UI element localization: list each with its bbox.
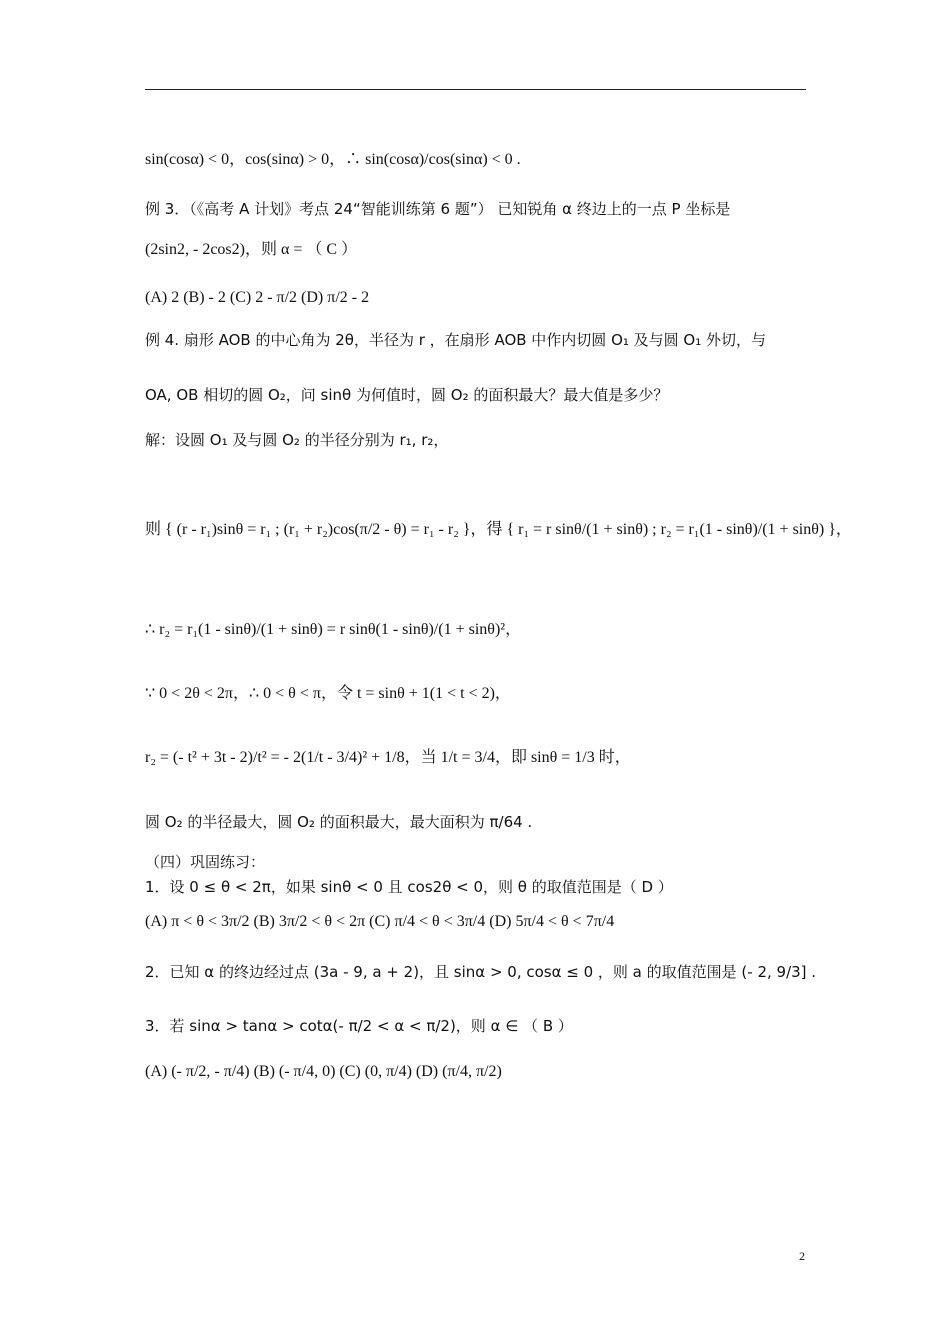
example-3-options: (A) 2 (B) - 2 (C) 2 - π/2 (D) π/2 - 2: [145, 289, 370, 306]
r2-derivation: ∴ r₂ = r₁(1 - sinθ)/(1 + sinθ) = r sinθ(1 - sinθ)/(1 + sinθ)²，: [145, 621, 522, 638]
example-3-condition: (2sin2, - 2cos2)，则 α = （ C ）: [145, 241, 358, 258]
example-4-heading: 例 4. 扇形 AOB 的中心角为 2θ，半径为 r ，在扇形 AOB 中作内切圆 O₁ 及与圆 O₁ 外切，与: [145, 331, 767, 349]
practice-question-2: 2．已知 α 的终边经过点 (3a - 9, a + 2)，且 sinα > 0, cosα ≤ 0 ，则 a 的取值范围是 (- 2, 9/3] .: [145, 963, 817, 981]
practice-1-options: (A) π < θ < 3π/2 (B) 3π/2 < θ < 2π (C) π/4 < θ < 3π/4 (D) 5π/4 < θ < 7π/4: [145, 913, 615, 930]
conclusion-line: 圆 O₂ 的半径最大，圆 O₂ 的面积最大，最大面积为 π/64 .: [145, 813, 533, 831]
page-number: 2: [799, 1249, 805, 1263]
text-line-1: sin(cosα) < 0，cos(sinα) > 0，∴ sin(cosα)/cos(sinα) < 0 .: [145, 151, 521, 168]
example-4-question: OA, OB 相切的圆 O₂，问 sinθ 为何值时，圆 O₂ 的面积最大？最大值是多少？: [145, 386, 669, 404]
practice-question-3: 3．若 sinα > tanα > cotα(- π/2 < α < π/2)，则 α ∈ （ B ）: [145, 1017, 573, 1035]
practice-heading: （四）巩固练习：: [145, 853, 266, 871]
substitution-line: ∵ 0 < 2θ < 2π，∴ 0 < θ < π，令 t = sinθ + 1(1 < t < 2)，: [145, 685, 511, 702]
example-3-heading: 例 3．（《高考 A 计划》考点 24“智能训练第 6 题”） 已知锐角 α 终边上的一点 P 坐标是: [145, 200, 731, 218]
r2-expression: r₂ = (- t² + 3t - 2)/t² = - 2(1/t - 3/4)² + 1/8，当 1/t = 3/4，即 sinθ = 1/3 时，: [145, 749, 631, 766]
system-of-equations: 则 { (r - r₁)sinθ = r₁ ; (r₁ + r₂)cos(π/2 - θ) = r₁ - r₂ }，得 { r₁ = r sinθ/(1 + sinθ) ; r₂ = r₁(1 - sinθ)/(1 + sinθ) }，: [145, 521, 852, 538]
header-rule: [145, 89, 806, 90]
practice-3-options: (A) (- π/2, - π/4) (B) (- π/4, 0) (C) (0, π/4) (D) (π/4, π/2): [145, 1063, 502, 1080]
solution-intro: 解：设圆 O₁ 及与圆 O₂ 的半径分别为 r₁, r₂，: [145, 431, 449, 449]
practice-question-1: 1．设 0 ≤ θ < 2π，如果 sinθ < 0 且 cos2θ < 0，则 θ 的取值范围是（ D ）: [145, 878, 673, 896]
